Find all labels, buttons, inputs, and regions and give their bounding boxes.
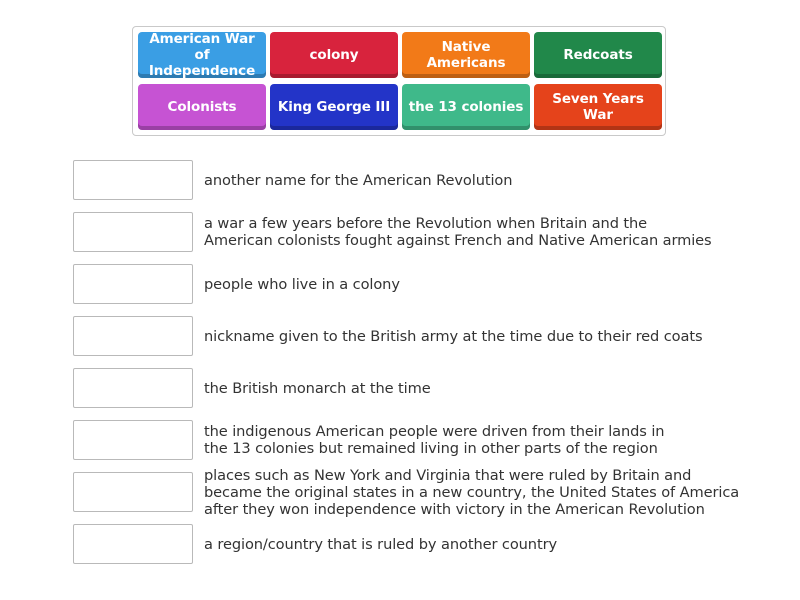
tile-colony[interactable]: colony <box>270 32 398 78</box>
drop-zone[interactable] <box>73 472 193 512</box>
match-row-4 <box>73 316 753 356</box>
tile-seven-years-war[interactable]: Seven Years War <box>534 84 662 130</box>
definition-text: the indigenous American people were driven from their lands in the 13 colonies but remained living in other parts of the region <box>204 423 665 457</box>
drop-zone[interactable] <box>73 368 193 408</box>
definition-text: places such as New York and Virginia that were ruled by Britain and became the original states in a new country, the United States of America after they won independence with victory in the American Revolution <box>204 466 740 518</box>
tile-native-americans[interactable]: Native Americans <box>402 32 530 78</box>
definition-text: people who live in a colony <box>204 275 400 293</box>
answer-tiles-panel <box>132 26 666 136</box>
match-row-5 <box>73 368 753 408</box>
drop-zone[interactable] <box>73 212 193 252</box>
definition-text: another name for the American Revolution <box>204 171 513 189</box>
match-row-2 <box>73 212 753 252</box>
drop-zone[interactable] <box>73 420 193 460</box>
drop-zone[interactable] <box>73 316 193 356</box>
definition-text: a war a few years before the Revolution when Britain and the American colonists fought against French and Native American armies <box>204 215 712 249</box>
tile-king-george-iii[interactable]: King George III <box>270 84 398 130</box>
drop-zone[interactable] <box>73 264 193 304</box>
tile-american-war-of-independence[interactable]: American War of Independence <box>138 32 266 78</box>
tile-redcoats[interactable]: Redcoats <box>534 32 662 78</box>
tile-colonists[interactable]: Colonists <box>138 84 266 130</box>
tile-the-13-colonies[interactable]: the 13 colonies <box>402 84 530 130</box>
match-row-8 <box>73 524 753 564</box>
definition-text: the British monarch at the time <box>204 379 431 397</box>
drop-zone[interactable] <box>73 524 193 564</box>
match-row-1 <box>73 160 753 200</box>
definition-text: nickname given to the British army at the time due to their red coats <box>204 327 703 345</box>
definition-text: a region/country that is ruled by another country <box>204 535 558 553</box>
match-row-7 <box>73 466 753 518</box>
drop-zone[interactable] <box>73 160 193 200</box>
match-row-6 <box>73 420 753 460</box>
match-row-3 <box>73 264 753 304</box>
